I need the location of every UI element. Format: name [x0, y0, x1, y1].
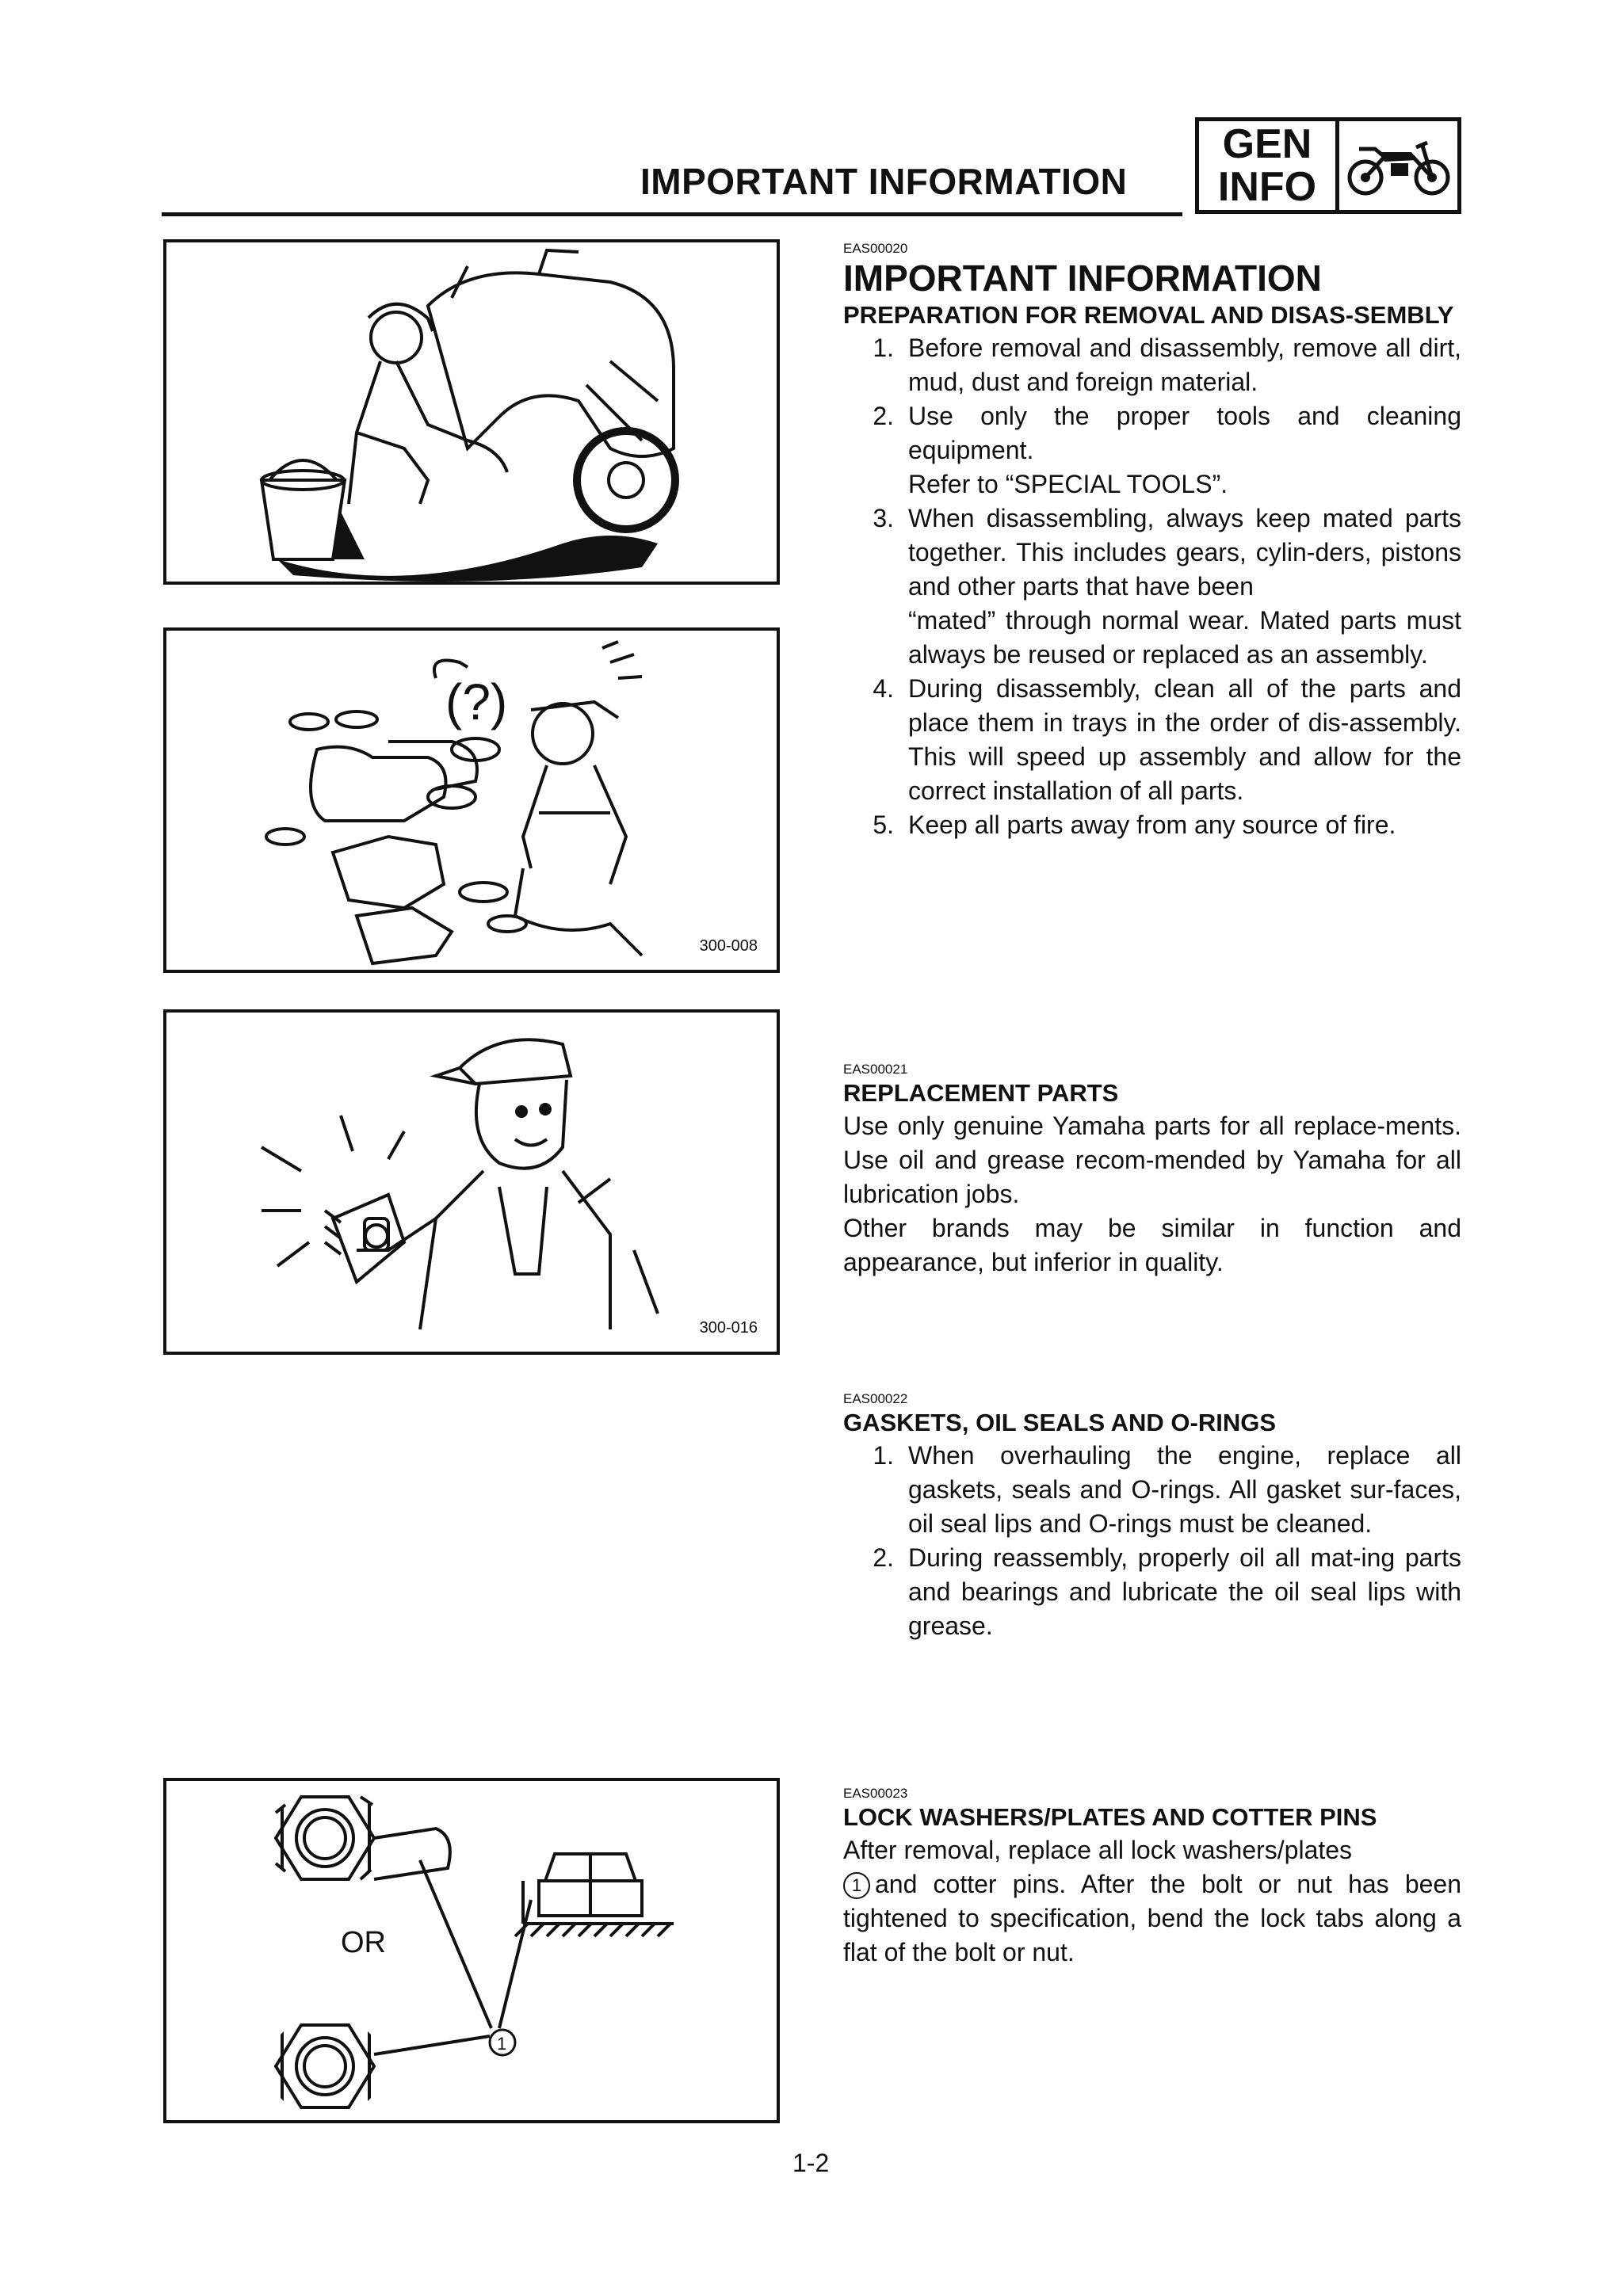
- header-rule: [162, 212, 1182, 216]
- section-subheading: PREPARATION FOR REMOVAL AND DISAS-SEMBLY: [843, 301, 1454, 329]
- section-badge: [1195, 117, 1461, 214]
- list-item: 3. When disassembling, always keep mated parts together. This includes gears, cylin-ders, pistons and other parts that have been “mated” through normal wear. Mated parts must always be reused or replaced as an assembly.: [873, 504, 1461, 669]
- list-item: 5. Keep all parts away from any source of fire.: [873, 810, 1396, 839]
- svg-text:(?): (?): [445, 673, 508, 730]
- section-gaskets: [843, 1391, 1461, 1643]
- section-heading: LOCK WASHERS/PLATES AND COTTER PINS: [843, 1803, 1377, 1831]
- cleaning-illustration: [166, 242, 783, 588]
- parts-illustration: [166, 631, 783, 976]
- badge-line1: GEN: [1222, 121, 1312, 167]
- list-item: 2. During reassembly, properly oil all mat-ing parts and bearings and lubricate the oil seal lips with grease.: [873, 1543, 1461, 1640]
- callout-marker: 1: [843, 1872, 870, 1899]
- list-item: 1. When overhauling the engine, replace all gaskets, seals and O-rings. All gasket sur-faces, oil seal lips and O-rings must be cleaned.: [873, 1441, 1461, 1538]
- gasket-list: [843, 1439, 1461, 1643]
- section-lock-washers: [843, 1786, 1461, 1970]
- section-heading: GASKETS, OIL SEALS AND O-RINGS: [843, 1409, 1276, 1436]
- list-item: 2. Use only the proper tools and cleaning equipment. Refer to “SPECIAL TOOLS”.: [873, 402, 1461, 498]
- list-item: 1. Before removal and disassembly, remove all dirt, mud, dust and foreign material.: [873, 334, 1461, 396]
- page-header-title: IMPORTANT INFORMATION: [640, 161, 1128, 202]
- section-code: EAS00020: [843, 241, 908, 256]
- figure-genuine-parts: [163, 1009, 780, 1355]
- figure-cleaning-scooter: [163, 239, 780, 585]
- section-code: EAS00023: [843, 1786, 908, 1801]
- figure-code: 300-016: [699, 1319, 758, 1337]
- callout-1: 1: [497, 2034, 507, 2054]
- genuine-parts-illustration: [166, 1013, 783, 1358]
- badge-line2: INFO: [1217, 164, 1317, 210]
- section-heading: REPLACEMENT PARTS: [843, 1079, 1119, 1107]
- figure-lock-washers: [163, 1778, 780, 2123]
- or-label: OR: [341, 1926, 386, 1959]
- motorcycle-icon: [1339, 121, 1457, 210]
- figure-code: 300-008: [699, 937, 758, 955]
- section-main-heading: IMPORTANT INFORMATION: [843, 257, 1322, 299]
- page-number: 1-2: [792, 2149, 830, 2177]
- figure-mated-parts: [163, 627, 780, 973]
- lock-washer-diagram: [166, 1781, 783, 2126]
- section-code: EAS00022: [843, 1391, 908, 1406]
- section-badge-label: [1199, 121, 1339, 210]
- section-preparation: [843, 241, 1461, 842]
- paragraph: Other brands may be similar in function and appearance, but inferior in quality.: [843, 1214, 1461, 1276]
- section-code: EAS00021: [843, 1062, 908, 1077]
- paragraph: Use only genuine Yamaha parts for all replace-ments. Use oil and grease recom-mended by Yamaha for all lubrication jobs.: [843, 1112, 1461, 1208]
- section-replacement-parts: [843, 1062, 1461, 1280]
- paragraph: After removal, replace all lock washers/plates 1 and cotter pins. After the bolt or nut has been tightened to specification, bend the lock tabs along a flat of the bolt or nut.: [843, 1836, 1461, 1966]
- list-item: 4. During disassembly, clean all of the parts and place them in trays in the order of dis-assembly. This will speed up assembly and allow for the correct installation of all parts.: [873, 674, 1461, 805]
- preparation-list: [843, 331, 1461, 842]
